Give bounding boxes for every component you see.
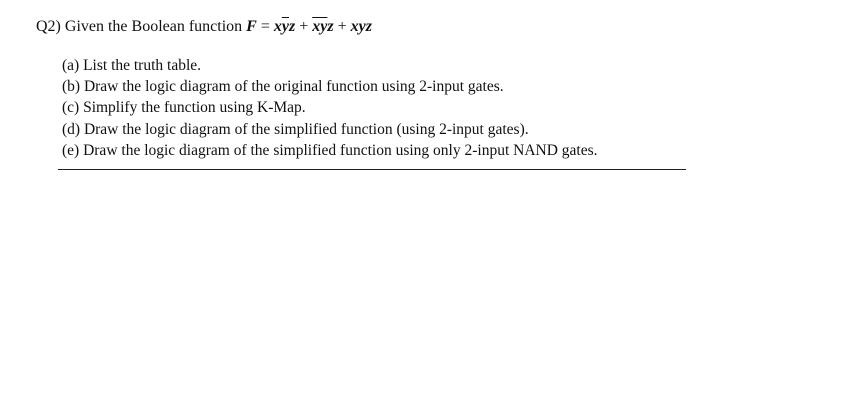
term-1 xyxy=(274,18,295,35)
sub-question-a: (a) List the truth table. xyxy=(62,57,202,74)
sub-question-d: (d) Draw the logic diagram of the simplified function (using 2-input gates). xyxy=(62,120,529,138)
term-1-y-bar: $\overline{y}$ xyxy=(281,18,289,35)
plus-sign: + xyxy=(337,18,347,35)
term-1-z: z xyxy=(288,18,296,35)
term-3 xyxy=(351,18,372,35)
sub-question-e: (e) Draw the logic diagram of the simplified function using only 2-input NAND gates. xyxy=(62,141,598,159)
function-name: F xyxy=(246,18,257,35)
term-1-x: x xyxy=(273,18,282,35)
term-3-xyz: xyz xyxy=(350,18,372,35)
term-2-z: z xyxy=(327,18,334,35)
term-2-xy-bar: $\overline{xy}$ xyxy=(312,18,328,35)
sub-question-b: (b) Draw the logic diagram of the original function using 2-input gates. xyxy=(62,78,504,96)
sub-question-c: (c) Simplify the function using K-Map. xyxy=(62,99,306,117)
equals-sign: = xyxy=(260,18,270,35)
question-prefix: Q2) Given the Boolean function xyxy=(36,18,247,35)
divider-line xyxy=(58,169,686,170)
question-header xyxy=(36,17,372,37)
term-2 xyxy=(312,18,333,35)
boolean-expression xyxy=(246,18,372,35)
plus-sign: + xyxy=(299,18,309,35)
sub-question-list xyxy=(62,55,598,161)
